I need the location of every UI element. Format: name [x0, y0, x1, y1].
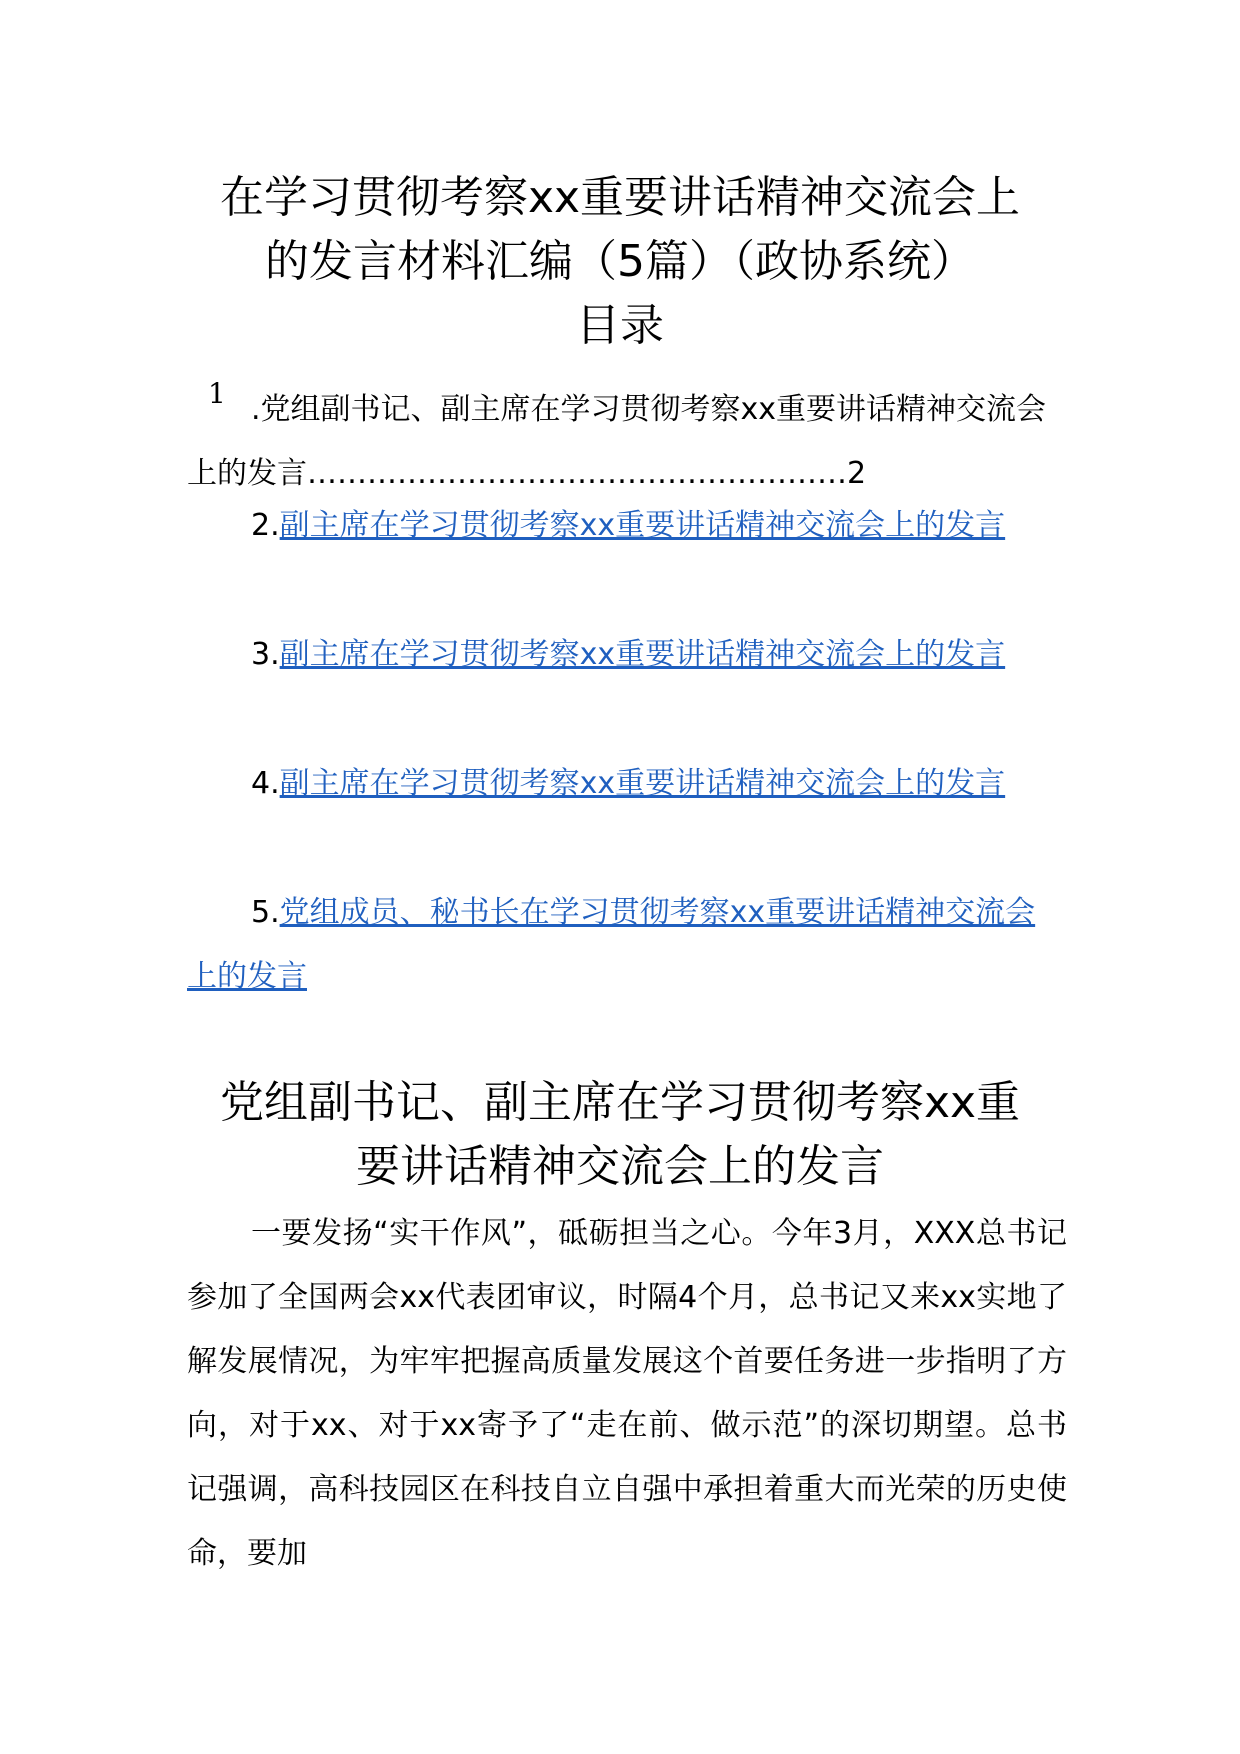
toc-entry-4[interactable] [187, 752, 1051, 816]
toc-heading: 目录 [576, 300, 664, 351]
toc-link-4[interactable]: 副主席在学习贯彻考察xx重要讲话精神交流会上的发言 [279, 766, 1006, 801]
toc-entry-3[interactable] [187, 623, 1051, 687]
toc-entry-1-page: 2 [847, 456, 867, 491]
toc-marker: 1 [208, 377, 226, 410]
toc-link-2[interactable]: 副主席在学习贯彻考察xx重要讲话精神交流会上的发言 [279, 508, 1006, 543]
toc-entry-2[interactable] [187, 494, 1051, 558]
toc-link-5[interactable]: 党组成员、秘书长在学习贯彻考察xx重要讲话精神交流会上的发言 [187, 895, 1036, 994]
toc-entry-4-number: 4. [251, 766, 280, 801]
toc-entry-1-text: .党组副书记、副主席在学习贯彻考察xx重要讲话精神交流会上的发言 [187, 392, 1047, 491]
section-title-line1: 党组副书记、副主席在学习贯彻考察xx重 [219, 1077, 1021, 1128]
toc-entry-2-number: 2. [251, 508, 280, 543]
toc-entry-1-leader: ……………………………………………… [307, 456, 847, 491]
section-title [150, 1071, 1090, 1199]
toc-entry-5-number: 5. [251, 895, 280, 930]
toc-link-3[interactable]: 副主席在学习贯彻考察xx重要讲话精神交流会上的发言 [279, 637, 1006, 672]
document-title [150, 166, 1090, 294]
toc-entry-1[interactable] [187, 378, 1051, 506]
body-paragraph: 一要发扬“实干作风”，砥砺担当之心。今年3月，XXX总书记参加了全国两会xx代表团审议，时隔4个月，总书记又来xx实地了解发展情况，为牢牢把握高质量发展这个首要任务进一步指明了方向，对于xx、对于xx寄予了“走在前、做示范”的深切期望。总书记强调，高科技园区在科技自立自强中承担着重大而光荣的历史使命，要加 [187, 1216, 1067, 1571]
document-title-line2: 的发言材料汇编（5篇）（政协系统） [265, 236, 975, 287]
toc-entry-3-number: 3. [251, 637, 280, 672]
section-title-line2: 要讲话精神交流会上的发言 [356, 1141, 884, 1192]
toc-entry-5[interactable] [187, 881, 1051, 1009]
document-title-line1: 在学习贯彻考察xx重要讲话精神交流会上 [219, 172, 1021, 223]
